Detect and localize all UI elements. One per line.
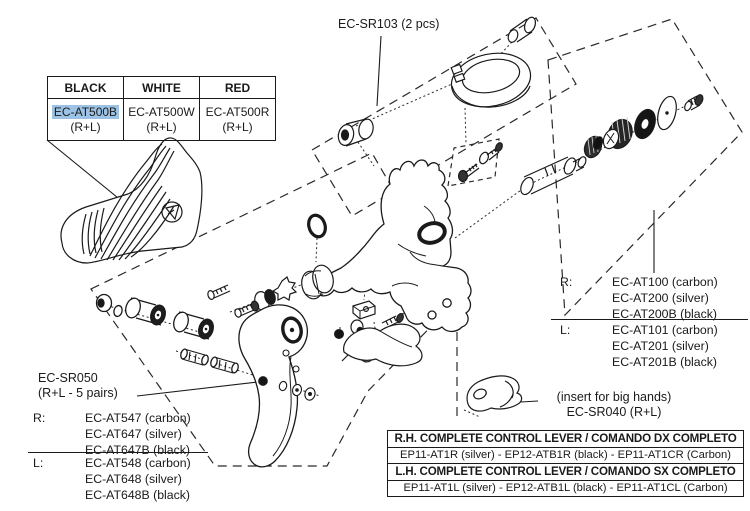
label-sr050 [38,371,118,401]
big-hands-insert-part [467,376,522,411]
list-key-r: R: [33,411,46,425]
spring-clip-part [273,277,296,300]
list-item: EC-AT648 (silver) [85,472,182,486]
washer-plate-part [654,94,679,131]
list-item: EC-AT200 (silver) [612,291,709,305]
list-item: EC-AT647 (silver) [85,427,182,441]
complete-lever-table [387,430,744,497]
lever-part-list-left [33,455,191,503]
label-insert-line2: EC-SR040 (R+L) [566,405,662,419]
list-item: EC-AT200B (black) [612,307,718,321]
label-sr040-insert [536,390,692,420]
adjuster-axle-chain-parts [518,94,704,197]
list-item: EC-AT648B (black) [85,488,191,502]
list-key-l: L: [33,456,44,470]
clamp-pin-part [507,16,538,44]
label-sr050-line2: (R+L - 5 pairs) [38,386,118,400]
leader-sr050 [137,382,258,396]
list-item: EC-AT548 (carbon) [85,456,191,470]
list-divider [551,319,748,320]
rh-lever-codes: EP11-AT1R (silver) - EP12-ATB1R (black) - EP11-AT1CR (Carbon) [388,447,744,464]
highlighted-part-code: EC-AT500B [53,104,118,119]
hood-color-table [47,76,276,141]
cell-black-hood [48,99,124,141]
dome-cap-part [97,295,112,312]
cell-white-hood [124,99,200,141]
cell-red-hood [200,99,276,141]
clamp-screw-parts [459,142,504,182]
list-item: EC-AT101 (carbon) [612,323,718,337]
bushing-part-1 [123,296,167,326]
col-header-white: WHITE [124,77,200,99]
part-code: EC-AT500W [128,104,195,119]
knurled-nut-part [581,134,605,161]
clamp-band-part [446,46,535,113]
list-key-r: R: [560,275,573,289]
grommet-ring-part [306,213,328,239]
list-item: EC-AT547 (carbon) [85,411,191,425]
list-key-l: L: [560,323,571,337]
latch-block-part [353,301,375,319]
clamp-group-parts [336,16,537,182]
lever-pivot-nut-part [259,377,267,385]
list-divider [28,452,208,453]
part-suffix: (R+L) [146,119,177,134]
barrel-part [336,118,374,147]
bushing-part-2 [171,310,215,340]
part-code: EC-AT500R [205,104,270,119]
part-suffix: (R+L) [70,119,101,134]
col-header-red: RED [200,77,276,99]
coil-spring-part [299,263,336,301]
list-item: EC-AT201 (silver) [612,339,709,353]
label-sr103: EC-SR103 (2 pcs) [338,17,440,31]
list-item: EC-AT100 (carbon) [612,275,718,289]
leader-sr103 [377,36,381,106]
ridged-pin-part-2 [210,356,240,373]
body-part-list-right [560,274,718,322]
hood-cover-part [61,138,202,263]
small-bolt-part [207,285,230,300]
label-sr050-line1: EC-SR050 [38,371,98,385]
lh-lever-codes: EP11-AT1L (silver) - EP12-ATB1L (black) - EP11-AT1CL (Carbon) [388,480,744,497]
list-item: EC-AT201B (black) [612,355,718,369]
part-suffix: (R+L) [222,119,253,134]
return-spring-chain-parts [207,213,336,318]
label-insert-line1: (insert for big hands) [556,390,672,404]
lh-lever-header: L.H. COMPLETE CONTROL LEVER / COMANDO SX COMPLETO [388,464,744,481]
shifter-nut-part [335,330,344,339]
cable-adjuster-part [601,116,637,153]
lever-part-list-right [33,410,191,458]
body-part-list-left [560,322,718,370]
col-header-black: BLACK [48,77,124,99]
list-item: EC-AT647B (black) [85,443,191,457]
end-bolt-part [683,94,704,112]
rh-lever-header: R.H. COMPLETE CONTROL LEVER / COMANDO DX COMPLETO [388,431,744,448]
o-ring-part [113,305,124,318]
